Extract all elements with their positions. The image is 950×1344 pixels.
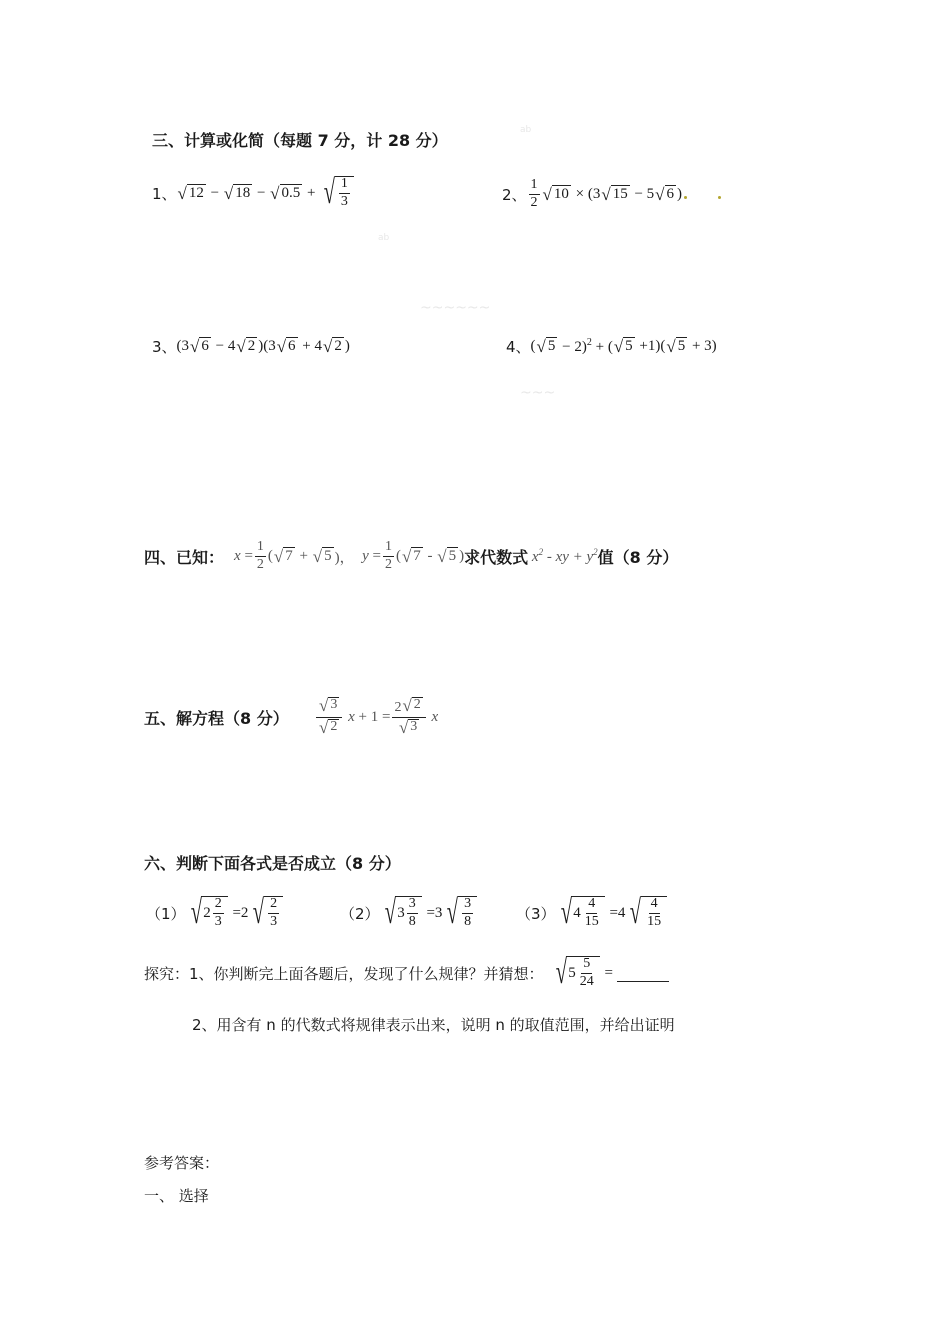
problem-3-label: 3、 — [152, 337, 177, 356]
explore-1-text: 探究：1、你判断完上面各题后，发现了什么规律？并猜想： — [144, 964, 544, 983]
watermark-text: ab — [378, 233, 390, 243]
watermark-text: ~~~ — [520, 385, 556, 401]
explore-2-text: 2、用含有 n 的代数式将规律表示出来，说明 n 的取值范围，并给出证明 — [192, 1016, 675, 1034]
section-4-tail: 值（8 分） — [597, 547, 679, 567]
radical: √ 18 — [223, 184, 251, 203]
radical: √ 12 — [177, 184, 204, 203]
section-4-title: 四、已知： — [144, 547, 225, 567]
fraction: √ 3 √ 2 — [316, 697, 342, 737]
section-6-title: 六、判断下面各式是否成立（8 分） — [144, 854, 401, 873]
judgement-item-2: （2） √ 3 $\frac{3}{8}$ =3 √ $\frac{3}{8}$ — [340, 890, 478, 936]
problem-1: 1、 √ 12 − √ 18 − √ 0.5 + √ $\frac{1}{3}$ — [152, 170, 355, 216]
radical: √ 7 — [273, 547, 293, 566]
problem-3: 3、 (3 √ 6 − 4 √ 2 )(3 √ 6 + 4 √ 2 ) — [152, 337, 350, 356]
section-4-line: 四、已知： x = $\frac{1}{2}$ ( √ 7 + √ 5 )， y = $\frac{1}{2}$ ( √ 7 - √ 5 ) 求代数式 $x^2$ - xy + $y^2$ 值（8 分） — [144, 538, 679, 572]
answers-part-1: 一、 选择 — [144, 1187, 209, 1205]
fraction: $\frac{1}{2}$ — [384, 538, 392, 572]
radical: √ 2 $\frac{2}{3}$ — [187, 896, 228, 930]
decorative-dot — [684, 196, 687, 199]
radical: √ 4 $\frac{4}{15}$ — [557, 896, 605, 930]
radical: √ 5 — [437, 547, 457, 566]
radical: √ 10 — [542, 185, 569, 204]
radical: √ 7 — [401, 547, 421, 566]
problem-2-label: 2、 — [502, 185, 527, 204]
watermark-text: ab — [520, 125, 532, 135]
radical: √ $\frac{4}{15}$ — [626, 896, 667, 930]
problem-4: 4、 ( √ 5 − 2)$^2$ + ( √ 5 +1)( √ 5 + 3) — [506, 336, 717, 356]
fraction: $\frac{1}{2}$ — [530, 176, 538, 210]
fraction: 2 √ 2 √ 3 — [392, 697, 425, 737]
radical: √ 6 — [276, 337, 296, 356]
radical: √ 3 $\frac{3}{8}$ — [381, 896, 422, 930]
radical: √ 5 — [666, 337, 686, 356]
fraction: $\frac{1}{2}$ — [256, 538, 264, 572]
radical: √ 2 — [323, 337, 342, 356]
item-1-label: （1） — [146, 904, 186, 923]
radical: √ $\frac{2}{3}$ — [249, 896, 283, 930]
section-5-title: 五、解方程（8 分） — [144, 709, 289, 728]
answers-title: 参考答案： — [144, 1154, 220, 1172]
item-2-label: （2） — [340, 904, 380, 923]
radical: √ 6 — [190, 337, 209, 356]
radical: √ 6 — [655, 185, 675, 204]
decorative-dot — [718, 196, 721, 199]
problem-4-label: 4、 — [506, 337, 531, 356]
radical: √ 0.5 — [270, 184, 301, 203]
watermark-text: ~~~~~~ — [420, 300, 491, 316]
radical: √ 15 — [601, 185, 628, 204]
equation-5: √ 3 √ 2 x + 1 = 2 √ 2 √ 3 x — [314, 694, 438, 740]
radical: √ 5 — [312, 547, 332, 566]
item-3-label: （3） — [516, 904, 556, 923]
problem-1-label: 1、 — [152, 184, 177, 203]
explore-line-1: 探究：1、你判断完上面各题后，发现了什么规律？并猜想： √ 5 $\frac{5}{24}$ = — [144, 950, 669, 996]
radical: √ 5 — [536, 337, 556, 356]
section-4-ask: 求代数式 — [464, 547, 529, 567]
problem-2: 2、 $\frac{1}{2}$ √ 10 × (3 √ 15 − 5 √ 6 ) — [502, 176, 683, 210]
radical: √ 2 — [236, 337, 256, 356]
answer-blank[interactable] — [617, 965, 669, 982]
radical: √ 5 — [613, 337, 633, 356]
section-3-title: 三、计算或化简（每题 7 分，计 28 分） — [152, 131, 448, 150]
radical: √ $\frac{3}{8}$ — [443, 896, 477, 930]
judgement-item-1: （1） √ 2 $\frac{2}{3}$ =2 √ $\frac{2}{3}$ — [146, 890, 284, 936]
radical: √ 5 $\frac{5}{24}$ — [552, 956, 600, 990]
judgement-item-3: （3） √ 4 $\frac{4}{15}$ =4 √ $\frac{4}{15}$ — [516, 890, 668, 936]
radical: √ $\frac{1}{3}$ — [320, 176, 354, 210]
